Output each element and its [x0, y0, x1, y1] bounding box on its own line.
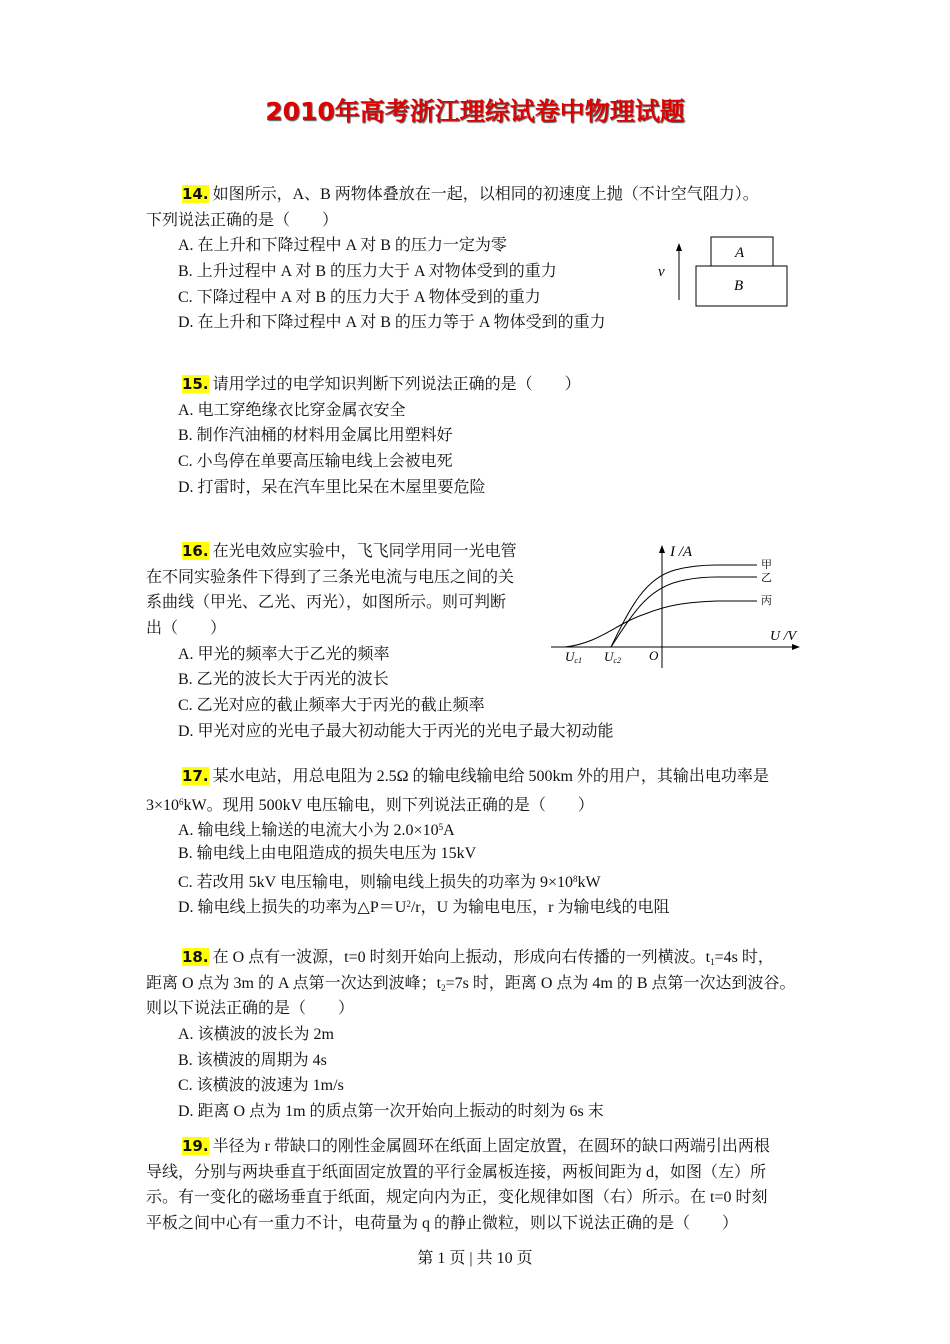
subscript: 1 — [710, 957, 715, 967]
option-d: D. 甲光对应的光电子最大初动能大于丙光的光电子最大初动能 — [178, 722, 614, 740]
option-b: B. 输电线上由电阻造成的损失电压为 15kV — [178, 845, 477, 863]
option-d: D. 打雷时，呆在汽车里比呆在木屋里要危险 — [178, 478, 486, 496]
curve-bing — [565, 601, 757, 647]
question-stem: 则以下说法正确的是（ ） — [146, 1000, 355, 1018]
option-text: A. 输电线上输送的电流大小为 2.0×10 — [178, 822, 439, 840]
question-stem: 请用学过的电学知识判断下列说法正确的是（ ） — [212, 376, 581, 393]
option-text: D. 输电线上损失的功率为△P＝U — [178, 899, 407, 917]
y-axis-label: I /A — [670, 544, 693, 560]
stem-text: kW。现用 500kV 电压输电，则下列说法正确的是（ ） — [183, 796, 594, 814]
question-stem — [146, 945, 796, 971]
option-c: C. 下降过程中 A 对 B 的压力大于 A 物体受到的重力 — [178, 288, 541, 306]
question-15 — [146, 372, 581, 500]
superscript: 2 — [406, 899, 411, 910]
question-number: 16. — [182, 542, 209, 560]
question-stem — [146, 971, 796, 997]
block-b-label: B — [734, 278, 744, 294]
curve-label-jia: 甲 — [761, 559, 772, 571]
question-number: 14. — [182, 185, 209, 203]
y-axis-arrow — [659, 545, 665, 553]
stem-text: =7s 时，距离 O 点为 4m 的 B 点第一次达到波谷。 — [445, 974, 796, 992]
option-c: C. 该横波的波速为 1m/s — [178, 1077, 344, 1095]
question-stem: 半径为 r 带缺口的刚性金属圆环在纸面上固定放置，在圆环的缺口两端引出两根 — [212, 1138, 770, 1155]
option-text: /r，U 为输电电压，r 为输电线的电阻 — [410, 899, 670, 917]
option-c — [146, 867, 769, 893]
superscript: 5 — [438, 822, 444, 833]
question-stem: 某水电站，用总电阻为 2.5Ω 的输电线输电给 500km 外的用户，其输出电功率是 — [212, 768, 769, 785]
question-stem: 在光电效应实验中，飞飞同学用同一光电管 — [212, 543, 517, 560]
question-stem: 出（ ） — [146, 620, 227, 638]
stem-text: 3×10 — [146, 796, 180, 814]
option-d — [146, 892, 769, 918]
option-a — [146, 815, 769, 841]
option-a: A. 电工穿绝缘衣比穿金属衣安全 — [178, 401, 406, 419]
question-16 — [146, 539, 614, 745]
stem-text: =4s 时， — [714, 949, 774, 966]
uc2-label — [604, 649, 621, 665]
question-stem: 下列说法正确的是（ ） — [146, 211, 339, 229]
x-axis-arrow — [792, 644, 800, 650]
question-stem: 在不同实验条件下得到了三条光电流与电压之间的关 — [146, 568, 515, 586]
question-stem — [146, 790, 769, 816]
question-18 — [146, 945, 796, 1125]
block-a-label: A — [735, 245, 745, 261]
velocity-arrow-head — [676, 243, 682, 251]
option-d: D. 距离 O 点为 1m 的质点第一次开始向上振动的时刻为 6s 末 — [178, 1103, 604, 1121]
question-stem: 示。有一变化的磁场垂直于纸面，规定向内为正，变化规律如图（右）所示。在 t=0 时刻 — [146, 1189, 768, 1207]
question-stem: 如图所示，A、B 两物体叠放在一起，以相同的初速度上抛（不计空气阻力）。 — [212, 186, 759, 203]
x-axis-label: U /V — [770, 629, 797, 644]
option-c: C. 小鸟停在单要高压输电线上会被电死 — [178, 453, 453, 471]
question-number: 17. — [182, 767, 209, 785]
option-text: C. 若改用 5kV 电压输电，则输电线上损失的功率为 9×10 — [178, 873, 573, 891]
page-title: 2010年高考浙江理综试卷中物理试题 — [265, 97, 685, 126]
uc2-symbol: U — [604, 649, 614, 664]
option-a: A. 该横波的波长为 2m — [178, 1026, 335, 1044]
origin-label: O — [649, 648, 659, 663]
photoelectric-iv-graph — [545, 538, 815, 673]
stacked-blocks-figure — [650, 230, 800, 315]
question-17 — [146, 764, 769, 918]
curve-label-bing: 丙 — [761, 595, 772, 607]
uc1-subscript: c1 — [574, 656, 582, 665]
question-19 — [146, 1134, 770, 1237]
option-text: A — [443, 822, 455, 840]
stem-text: 在 O 点有一波源，t=0 时刻开始向上振动，形成向右传播的一列横波。t — [212, 949, 711, 966]
option-a: A. 甲光的频率大于乙光的频率 — [178, 645, 390, 663]
page-footer: 第 1 页 | 共 10 页 — [417, 1250, 533, 1267]
subscript: 2 — [441, 982, 446, 993]
question-number: 15. — [182, 375, 209, 393]
superscript: 6 — [179, 796, 184, 807]
option-a: A. 在上升和下降过程中 A 对 B 的压力一定为零 — [178, 237, 507, 255]
question-stem: 系曲线（甲光、乙光、丙光），如图所示。则可判断 — [146, 594, 507, 612]
option-text: kW — [577, 873, 601, 891]
velocity-label: v — [658, 264, 665, 280]
option-b: B. 乙光的波长大于丙光的波长 — [178, 671, 389, 689]
curve-yi — [611, 577, 757, 647]
stem-text: 距离 O 点为 3m 的 A 点第一次达到波峰；t — [146, 974, 442, 992]
option-d: D. 在上升和下降过程中 A 对 B 的压力等于 A 物体受到的重力 — [178, 314, 606, 332]
option-c: C. 乙光对应的截止频率大于丙光的截止频率 — [178, 697, 485, 715]
uc2-subscript: c2 — [613, 656, 621, 665]
question-number: 18. — [182, 948, 209, 966]
option-b: B. 该横波的周期为 4s — [178, 1051, 327, 1069]
option-b: B. 制作汽油桶的材料用金属比用塑料好 — [178, 427, 453, 445]
option-b: B. 上升过程中 A 对 B 的压力大于 A 对物体受到的重力 — [178, 263, 557, 281]
superscript: 8 — [572, 873, 578, 884]
curve-label-yi: 乙 — [761, 572, 772, 584]
question-stem: 平板之间中心有一重力不计，电荷量为 q 的静止微粒，则以下说法正确的是（ ） — [146, 1215, 739, 1233]
question-number: 19. — [182, 1137, 209, 1155]
uc1-symbol: U — [565, 649, 575, 664]
uc1-label — [565, 649, 582, 665]
question-stem: 导线，分别与两块垂直于纸面固定放置的平行金属板连接，两板间距为 d，如图（左）所 — [146, 1163, 767, 1181]
